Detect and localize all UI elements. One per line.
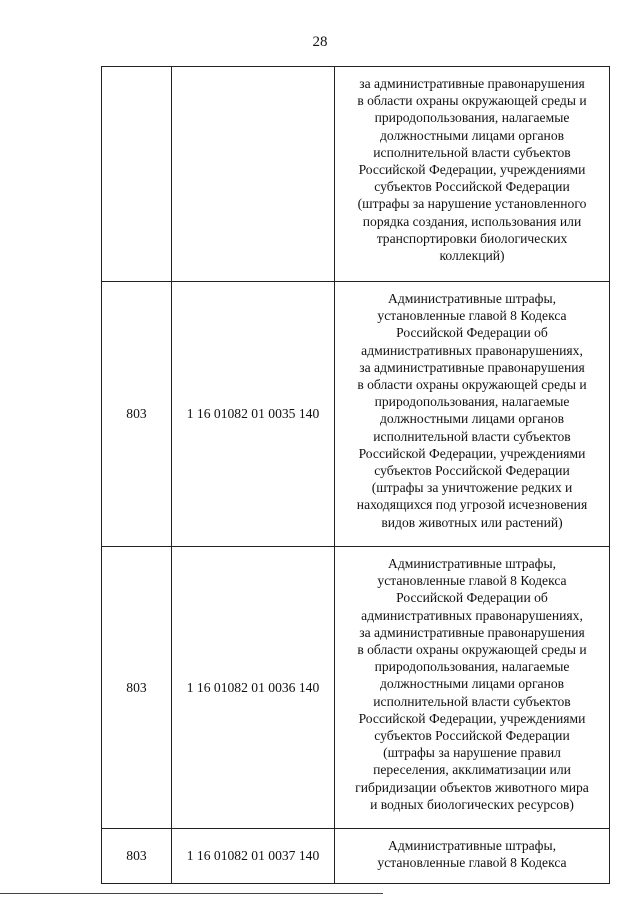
- description-line: Российской Федерации об: [396, 590, 548, 606]
- description-line: исполнительной власти субъектов: [373, 144, 571, 160]
- admin-code-cell: 803: [102, 282, 172, 547]
- budget-code-cell: 1 16 01082 01 0037 140: [172, 829, 335, 884]
- footer-rule: [0, 893, 383, 894]
- description-line: (штрафы за уничтожение редких и: [371, 480, 573, 496]
- description-line: Административные штрафы,: [388, 291, 556, 306]
- description-line: Административные штрафы,: [388, 556, 556, 571]
- description-line: за административные правонарушения: [359, 359, 585, 375]
- description-line: переселения, акклиматизации или: [373, 762, 571, 778]
- description-line: Российской Федерации об: [396, 325, 548, 341]
- description-line: установленные главой 8 Кодекса: [377, 308, 567, 324]
- table-row: [102, 829, 610, 884]
- budget-code-cell: 1 16 01082 01 0035 140: [172, 282, 335, 547]
- description-cell: [335, 829, 610, 884]
- table-row: [102, 67, 610, 282]
- admin-code-cell: [102, 67, 172, 282]
- description-line: установленные главой 8 Кодекса: [377, 573, 567, 589]
- description-line: природопользования, налагаемые: [374, 110, 570, 126]
- description-line: административных правонарушениях,: [361, 342, 583, 358]
- budget-codes-table: [101, 66, 610, 884]
- description-line: субъектов Российской Федерации: [374, 179, 570, 195]
- description-line: исполнительной власти субъектов: [373, 428, 571, 444]
- description-line: порядка создания, использования или: [362, 213, 582, 229]
- description-line: (штрафы за нарушение правил: [383, 745, 561, 761]
- admin-code-cell: 803: [102, 547, 172, 829]
- description-line: видов животных или растений): [381, 514, 563, 530]
- description-line: за административные правонарушения: [359, 76, 585, 91]
- description-line: природопользования, налагаемые: [374, 659, 570, 675]
- description-line: и водных биологических ресурсов): [370, 796, 574, 812]
- description-line: Российской Федерации, учреждениями: [358, 710, 586, 726]
- description-line: за административные правонарушения: [359, 624, 585, 640]
- description-cell: [335, 67, 610, 282]
- table-row: [102, 282, 610, 547]
- page-number: 28: [312, 34, 328, 50]
- description-line: природопользования, налагаемые: [374, 394, 570, 410]
- description-line: должностными лицами органов: [379, 411, 565, 427]
- budget-code-cell: [172, 67, 335, 282]
- description-line: исполнительной власти субъектов: [373, 693, 571, 709]
- description-line: установленные главой 8 Кодекса: [377, 855, 567, 871]
- description-cell: [335, 547, 610, 829]
- description-line: Российской Федерации, учреждениями: [358, 445, 586, 461]
- description-line: должностными лицами органов: [379, 127, 565, 143]
- description-line: (штрафы за нарушение установленного: [357, 196, 587, 212]
- description-cell: [335, 282, 610, 547]
- description-line: должностными лицами органов: [379, 676, 565, 692]
- description-line: гибридизации объектов животного мира: [355, 779, 589, 795]
- description-line: коллекций): [439, 248, 505, 264]
- description-line: Административные штрафы,: [388, 838, 556, 853]
- description-line: в области охраны окружающей среды и: [357, 377, 587, 393]
- table-row: [102, 547, 610, 829]
- description-line: субъектов Российской Федерации: [374, 463, 570, 479]
- description-line: Российской Федерации, учреждениями: [358, 162, 586, 178]
- description-line: административных правонарушениях,: [361, 607, 583, 623]
- description-line: находящихся под угрозой исчезновения: [356, 497, 588, 513]
- budget-code-cell: 1 16 01082 01 0036 140: [172, 547, 335, 829]
- description-line: в области охраны окружающей среды и: [357, 642, 587, 658]
- description-line: в области охраны окружающей среды и: [357, 93, 587, 109]
- description-line: субъектов Российской Федерации: [374, 728, 570, 744]
- admin-code-cell: 803: [102, 829, 172, 884]
- description-line: транспортировки биологических: [376, 230, 568, 246]
